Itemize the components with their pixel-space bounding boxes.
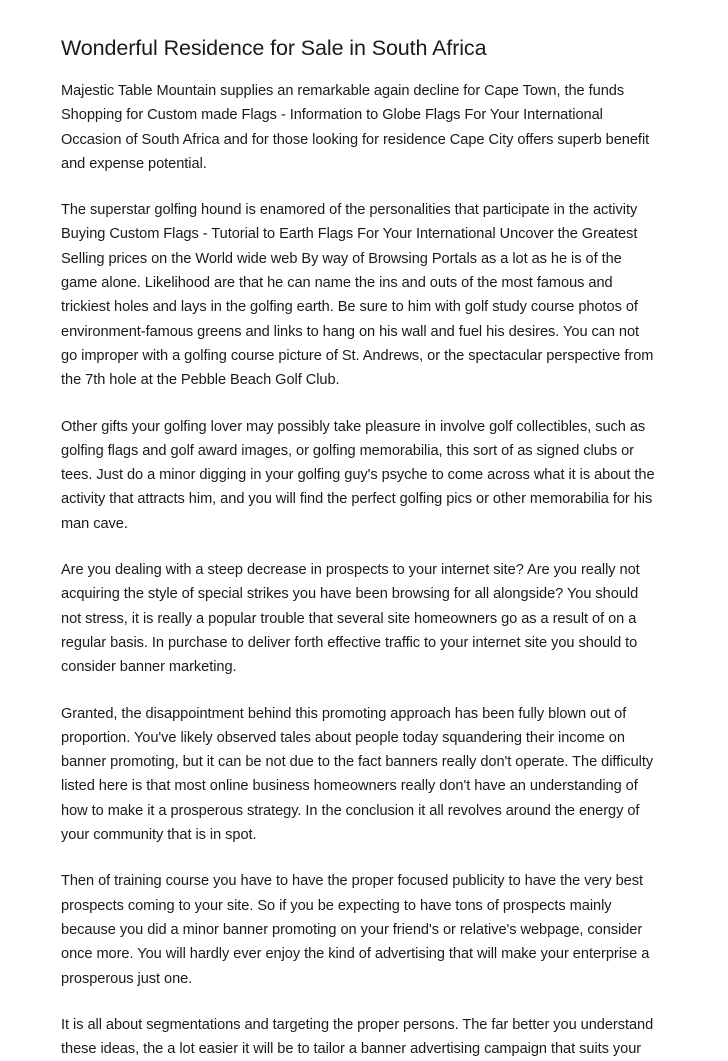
text-line: Then of training course you have to have the proper focused publicity to have the very best <box>61 873 643 890</box>
paragraph <box>61 558 676 679</box>
text-line: game alone. Likelihood are that he can name the ins and outs of the most famous and <box>61 275 613 292</box>
text-line: consider banner marketing. <box>61 659 237 676</box>
text-line: tees. Just do a minor digging in your golfing guy's psyche to come across what it is about the <box>61 467 655 484</box>
document-title: Wonderful Residence for Sale in South Africa <box>61 36 487 60</box>
text-line: Shopping for Custom made Flags - Information to Globe Flags For Your International <box>61 107 603 124</box>
text-line: Majestic Table Mountain supplies an remarkable again decline for Cape Town, the funds <box>61 83 625 99</box>
text-line: proportion. You've likely observed tales about people today squandering their income on <box>61 729 625 746</box>
paragraph <box>61 415 676 536</box>
paragraph <box>61 1013 676 1061</box>
paragraph <box>61 869 676 990</box>
text-line: how to make it a prosperous strategy. In the conclusion it all revolves around the energy of <box>61 802 640 819</box>
text-line: trickiest holes and lays in the golfing earth. Be sure to him with golf study course photos of <box>61 299 638 316</box>
text-line: listed here is that most online business homeowners really don't have an understanding of <box>61 778 638 795</box>
text-line: Selling prices on the World wide web By way of Browsing Portals as a lot as he is of the <box>61 250 622 267</box>
text-line: banner promoting, but it can be not due to the fact banners really don't operate. The difficulty <box>61 754 654 771</box>
text-line: once more. You will hardly ever enjoy the kind of advertising that will make your enterprise a <box>61 946 650 963</box>
text-line: not stress, it is really a popular trouble that several site homeowners go as a result of on a <box>61 610 637 627</box>
text-line: Other gifts your golfing lover may possibly take pleasure in involve golf collectibles, such as <box>61 418 646 435</box>
text-line: golfing flags and golf award images, or golfing memorabilia, this sort of as signed clubs or <box>61 442 634 459</box>
text-line: and expense potential. <box>61 155 207 172</box>
text-line: Occasion of South Africa and for those looking for residence Cape City offers superb benefit <box>61 131 650 148</box>
text-line: go improper with a golfing course picture of St. Andrews, or the spectacular perspective from <box>61 347 654 364</box>
text-line: Are you dealing with a steep decrease in prospects to your internet site? Are you really not <box>61 562 640 579</box>
paragraph <box>61 702 676 848</box>
text-line: prospects coming to your site. So if you be expecting to have tons of prospects mainly <box>61 897 612 914</box>
text-line: man cave. <box>61 515 128 532</box>
text-line: Buying Custom Flags - Tutorial to Earth Flags For Your International Uncover the Greatest <box>61 226 638 243</box>
text-line: Granted, the disappointment behind this promoting approach has been fully blown out of <box>61 705 627 722</box>
document-body <box>61 79 676 1061</box>
text-line: prosperous just one. <box>61 970 193 987</box>
text-line: The superstar golfing hound is enamored of the personalities that participate in the activity <box>61 202 638 219</box>
paragraph <box>61 198 676 392</box>
text-line: activity that attracts him, and you will find the perfect golfing pics or other memorabilia for his <box>61 491 653 508</box>
text-line: regular basis. In purchase to deliver forth effective traffic to your internet site you should to <box>61 634 638 651</box>
text-line: acquiring the style of special strikes you have been browsing for all alongside? You should <box>61 586 639 603</box>
text-line: because you did a minor banner promoting on your friend's or relative's webpage, consider <box>61 921 643 938</box>
text-line: the 7th hole at the Pebble Beach Golf Club. <box>61 372 340 389</box>
text-line: environment-famous greens and links to hang on his wall and fuel his desires. You can not <box>61 323 640 340</box>
text-line: these ideas, the a lot easier it will be to tailor a banner advertising campaign that suits your <box>61 1041 642 1058</box>
paragraph <box>61 79 676 176</box>
text-line: your community that is in spot. <box>61 827 257 844</box>
text-line: It is all about segmentations and targeting the proper persons. The far better you understand <box>61 1016 654 1033</box>
